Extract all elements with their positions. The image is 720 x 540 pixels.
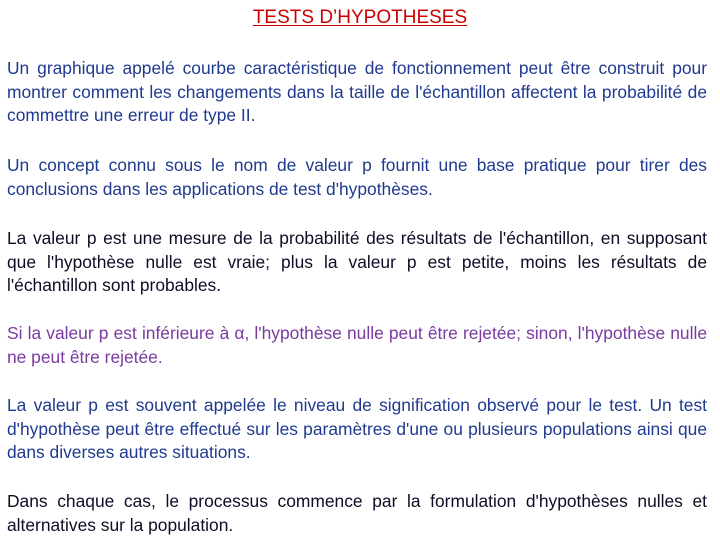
paragraph-operating-characteristic: Un graphique appelé courbe caractéristique de fonctionnement peut être construit pour montrer comment les changements dans la taille de l'échantillon affectent la probabilité de commettre une erreur de type II. [7,58,707,125]
paragraph-rejection-rule: Si la valeur p est inférieure à α, l'hypothèse nulle peut être rejetée; sinon, l'hypothèse nulle ne peut être rejetée. [7,323,707,367]
paragraph-process: Dans chaque cas, le processus commence par la formulation d'hypothèses nulles et alternatives sur la population. [7,491,707,535]
paragraph-p-value-definition: La valeur p est une mesure de la probabilité des résultats de l'échantillon, en supposant que l'hypothèse nulle est vraie; plus la valeur p est petite, moins les résultats de l'échantillon sont probables. [7,228,707,295]
paragraph-significance-level: La valeur p est souvent appelée le niveau de signification observé pour le test. Un test d'hypothèse peut être effectué sur les paramètres d'une ou plusieurs populations ainsi que dans diverses autres situations. [7,395,707,462]
paragraph-p-value-concept: Un concept connu sous le nom de valeur p fournit une base pratique pour tirer des conclusions dans les applications de test d'hypothèses. [7,155,707,199]
page-title: TESTS D’HYPOTHESES [252,7,468,28]
